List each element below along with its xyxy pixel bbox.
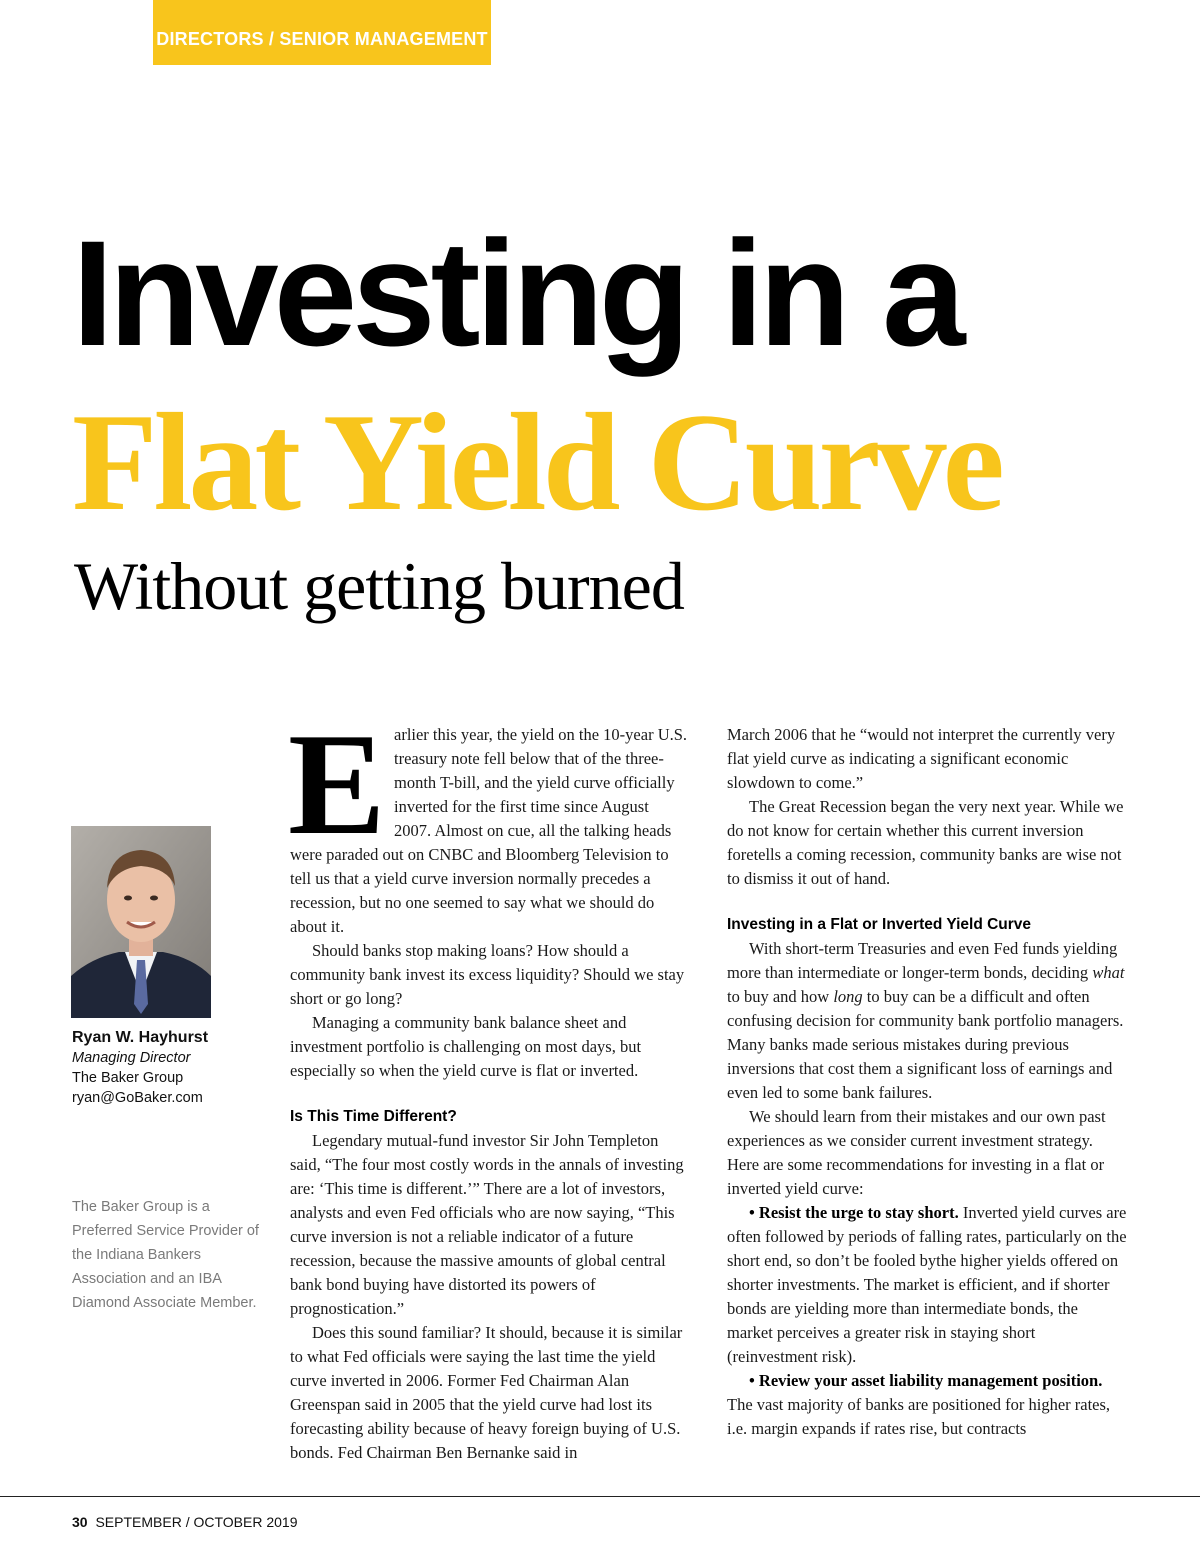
article-paragraph: Earlier this year, the yield on the 10-year U.S. treasury note fell below that of the three-month T-bill, and the yield curve officially inverted for the first time since August 2007. Almost on cue, all the talking heads were paraded out on CNBC and Bloomberg Television to tell us that a yield curve inversion normally precedes a recession, but no one seemed to say what we should do about it. (288, 703, 688, 936)
author-photo (71, 826, 211, 1018)
author-email[interactable]: ryan@GoBaker.com (72, 1090, 203, 1106)
article-column-2 (727, 723, 1127, 1441)
headline-subtitle: Without getting burned (74, 548, 684, 624)
page-footer (72, 1514, 298, 1530)
author-bio (72, 1028, 262, 1108)
article-paragraph: March 2006 that he “would not interpret the currently very flat yield curve as indicating a significant economic slowdown to come.” (727, 725, 1116, 792)
drop-cap: E (288, 703, 386, 865)
author-name: Ryan W. Hayhurst (72, 1029, 209, 1046)
page-number: 30 (72, 1514, 88, 1530)
article-paragraph: We should learn from their mistakes and our own past experiences as we consider current investment strategy. Here are some recommendations for investing in a flat or inverted yield curve: (727, 1107, 1106, 1198)
article-paragraph: Should banks stop making loans? How should a community bank invest its excess liquidity? Should we stay short or go long? (290, 941, 685, 1008)
recommendation-item: • Review your asset liability management position. The vast majority of banks are positioned for higher rates, i.e. margin expands if rates rise, but contracts (727, 1371, 1111, 1438)
section-heading: Is This Time Different? (290, 1108, 457, 1125)
sponsor-note: The Baker Group is a Preferred Service Provider of the Indiana Bankers Association and an IBA Diamond Associate Member. (72, 1199, 259, 1311)
footer-divider (0, 1496, 1200, 1497)
article-column-1 (288, 703, 690, 1465)
article-paragraph: With short-term Treasuries and even Fed funds yielding more than intermediate or longer-term bonds, deciding what to buy and how long to buy can be a difficult and often confusing decision for community bank portfolio managers. Many banks made serious mistakes during previous inversions that cost them a significant loss of earnings and even led to some bank failures. (727, 939, 1125, 1102)
headline-line-2: Flat Yield Curve (72, 385, 1001, 540)
article-paragraph: Managing a community bank balance sheet and investment portfolio is challenging on most days, but especially so when the yield curve is flat or inverted. (290, 1013, 642, 1080)
recommendation-item: • Resist the urge to stay short. Inverted yield curves are often followed by periods of falling rates, particularly on the short end, so don’t be fooled bythe higher yields offered on shorter investments. The market is efficient, and if shorter bonds are yielding more than intermediate bonds, the market perceives a greater risk in staying short (reinvestment risk). (727, 1203, 1127, 1366)
section-tag: DIRECTORS / SENIOR MANAGEMENT (153, 0, 491, 65)
section-heading: Investing in a Flat or Inverted Yield Curve (727, 916, 1032, 933)
article-paragraph: Does this sound familiar? It should, because it is similar to what Fed officials were saying the last time the yield curve inverted in 2006. Former Fed Chairman Alan Greenspan said in 2005 that the yield curve had lost its forecasting ability because of heavy foreign buying of U.S. bonds. Fed Chairman Ben Bernanke said in (290, 1323, 683, 1462)
article-paragraph: The Great Recession began the very next year. While we do not know for certain whether this current inversion foretells a coming recession, community banks are wise not to dismiss it out of hand. (727, 797, 1124, 888)
issue-date: SEPTEMBER / OCTOBER 2019 (95, 1514, 298, 1530)
article-paragraph: Legendary mutual-fund investor Sir John Templeton said, “The four most costly words in the annals of investing are: ‘This time is different.’” There are a lot of investors, analysts and even Fed officials who are now saying, “This curve inversion is not a reliable indicator of a future recession, because the massive amounts of global central bank bond buying have distorted its powers of prognostication.” (290, 1131, 684, 1318)
author-company: The Baker Group (72, 1070, 184, 1086)
author-title: Managing Director (72, 1050, 191, 1066)
headline-line-1: Investing in a (72, 209, 961, 377)
